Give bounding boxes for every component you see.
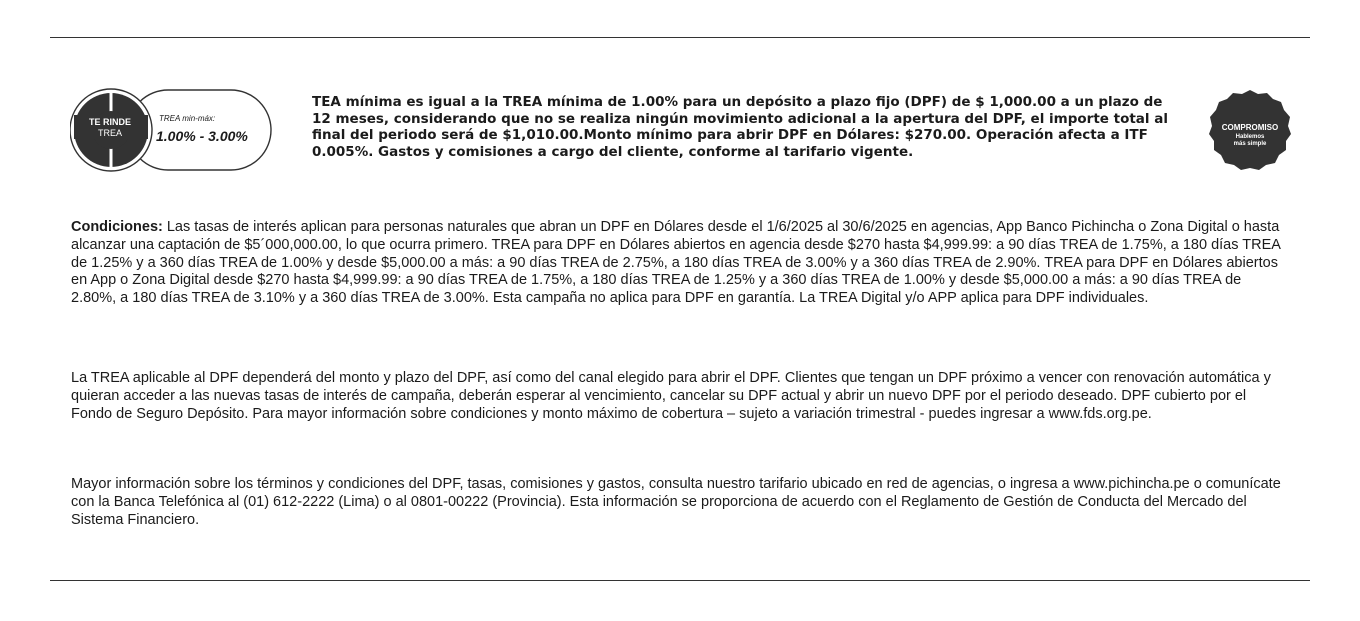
conditions-label: Condiciones: (71, 219, 163, 235)
trea-label: TREA (97, 128, 122, 138)
trea-range: 1.00% - 3.00% (156, 128, 248, 144)
compromiso-title: COMPROMISO (1221, 123, 1279, 132)
compromiso-line1: Hablemos (1235, 134, 1265, 140)
trea-minmax-label: TREA min-máx: (159, 114, 216, 123)
trea-info-paragraph: La TREA aplicable al DPF dependerá del monto y plazo del DPF, así como del canal elegido para abrir el DPF. Clientes que tengan un DPF próximo a vencer con renovación automática y quieran acceder a las nuevas tasas de interés de campaña, deberán esperar al vencimiento, cancelar su DPF actual y abrir un nuevo DPF por el periodo deseado. DPF cubierto por el Fondo de Seguro Depósito. Para mayor información sobre condiciones y monto máximo de cobertura – sujeto a variación trimestral - puedes ingresar a www.fds.org.pe. (71, 370, 1271, 422)
trea-badge (70, 86, 274, 174)
conditions-text: Las tasas de interés aplican para personas naturales que abran un DPF en Dólares desde el 1/6/2025 al 30/6/2025 en agencias, App Banco Pichincha o Zona Digital o hasta alcanzar una captación de $5´000,000.00, lo que ocurra primero. TREA para DPF en Dólares abiertos en agencia desde $270 hasta $4,999.99: a 90 días TREA de 1.75%, a 180 días TREA de 1.25% y a 360 días TREA de 1.00% y desde $5,000.00 a más: a 90 días TREA de 2.75%, a 180 días TREA de 3.00% y a 360 días TREA de 2.90%. TREA para DPF en Dólares abiertos en App o Zona Digital desde $270 hasta $4,999.99: a 90 días TREA de 1.75%, a 180 días TREA de 1.25% y a 360 días TREA de 1.00% y desde $5,000.00 a más: a 90 días TREA de 2.80%, a 180 días TREA de 3.10% y a 360 días TREA de 3.00%. Esta campaña no aplica para DPF en garantía. La TREA Digital y/o APP aplica para DPF individuales. (71, 219, 1281, 307)
compromiso-seal (1208, 88, 1292, 172)
bottom-divider (50, 580, 1310, 581)
conditions-paragraph (71, 219, 1290, 308)
headline-disclaimer: TEA mínima es igual a la TREA mínima de 1.00% para un depósito a plazo fijo (DPF) de $ 1,000.00 a un plazo de 12 meses, considerando que no se realiza ningún movimiento adicional a la apertura del DPF, el importe total al final del periodo será de $1,010.00.Monto mínimo para abrir DPF en Dólares: $270.00. Operación afecta a ITF 0.005%. Gastos y comisiones a cargo del cliente, conforme al tarifario vigente. (312, 94, 1168, 160)
te-rinde-label: TE RINDE (88, 117, 131, 127)
more-info-paragraph: Mayor información sobre los términos y condiciones del DPF, tasas, comisiones y gastos, consulta nuestro tarifario ubicado en red de agencias, o ingresa a www.pichincha.pe o comunícate con la Banca Telefónica al (01) 612-2222 (Lima) o al 0801-00222 (Provincia). Esta información se proporciona de acuerdo con el Reglamento de Gestión de Conducta del Mercado del Sistema Financiero. (71, 476, 1281, 528)
compromiso-line2: más simple (1233, 141, 1267, 147)
top-divider (50, 37, 1310, 38)
